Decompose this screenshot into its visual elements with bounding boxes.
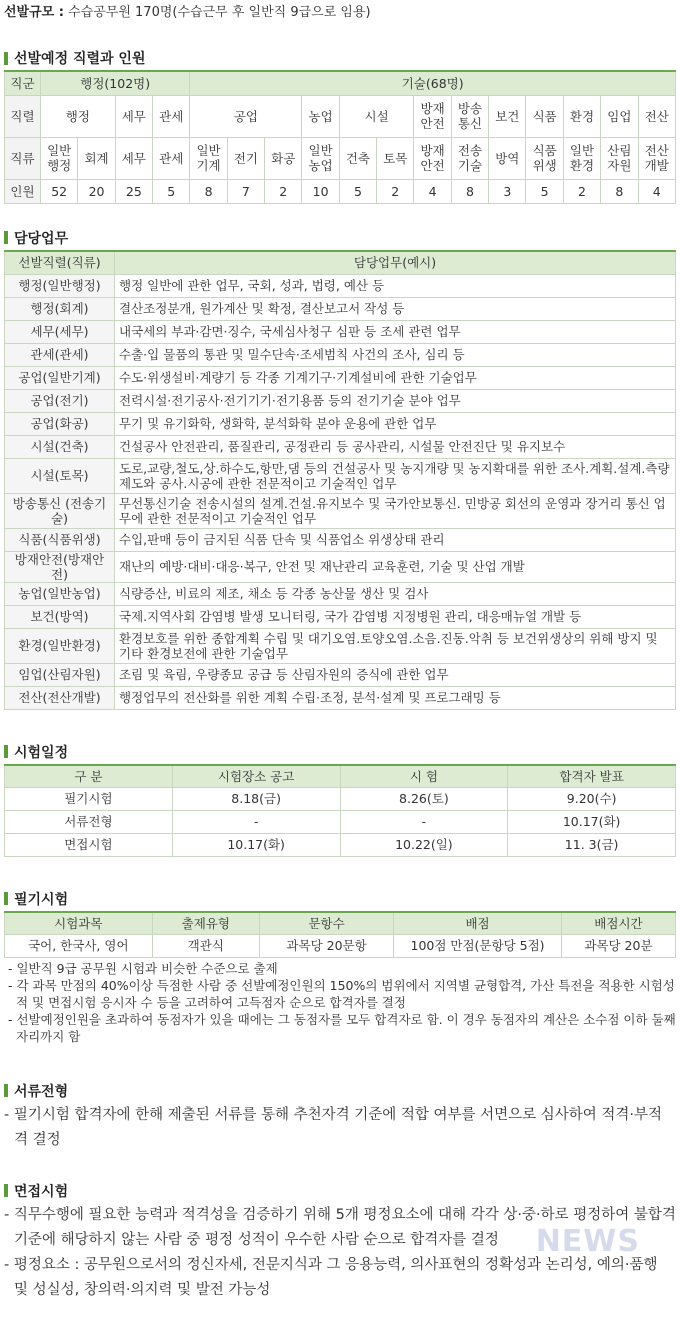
duty-desc: 조림 및 육림, 우량종묘 공급 등 산림자원의 증식에 관한 업무 [115,663,676,686]
section-marker-icon [4,1184,8,1197]
duties-row [5,274,676,297]
duties-row [5,605,676,628]
duty-desc: 전력시설·전기공사·전기기기·전기용품 등의 전기기술 분야 업무 [115,389,676,412]
duties-row [5,297,676,320]
written-table [4,911,676,958]
duty-job: 시설(토목) [5,458,115,493]
duties-row [5,366,676,389]
class-cell: 산림 자원 [601,137,638,179]
duty-desc: 수도·위생설비·계량기 등 각종 기계기구·기계설비에 관한 기술업무 [115,366,676,389]
section-interview-title [4,1179,676,1203]
duty-desc: 행정업무의 전산화를 위한 계획 수립·조정, 분석·설계 및 프로그래밍 등 [115,686,676,709]
duties-row [5,389,676,412]
row-label: 인원 [5,179,41,203]
count-cell: 8 [190,179,227,203]
section-document-label: 서류전형 [14,1083,69,1100]
count-cell: 7 [227,179,264,203]
class-cell: 관세 [153,137,190,179]
selection-scale-text: 수습공무원 170명(수습근무 후 일반직 9급으로 임용) [68,5,371,20]
duties-row [5,320,676,343]
class-cell: 식품 위생 [526,137,563,179]
class-cell: 세무 [115,137,152,179]
duty-job: 관세(관세) [5,343,115,366]
duty-desc: 건설공사 안전관리, 품질관리, 공정관리 등 공사관리, 시설물 안전진단 및 유지보수 [115,435,676,458]
section-written-title [4,887,676,911]
class-cell: 일반 농업 [302,137,339,179]
duty-desc: 내국세의 부과·감면·징수, 국세심사청구 심판 등 조세 관련 업무 [115,320,676,343]
schedule-row [5,787,676,810]
count-cell: 3 [489,179,526,203]
duty-job: 농업(일반농업) [5,582,115,605]
duty-job: 행정(회계) [5,297,115,320]
schedule-row [5,810,676,833]
duties-header-desc: 담당업무(예시) [115,251,676,275]
duty-job: 공업(전기) [5,389,115,412]
written-header: 시험과목 [5,912,153,935]
schedule-cell: 서류전형 [5,810,173,833]
schedule-cell: 10.17(화) [172,833,340,856]
written-cell: 과목당 20문항 [259,934,393,957]
duties-row [5,628,676,663]
written-notes [4,960,676,1045]
duties-row [5,412,676,435]
section-written-label: 필기시험 [14,891,69,908]
duty-job: 공업(화공) [5,412,115,435]
section-marker-icon [4,52,8,65]
series-cell: 세무 [115,95,152,137]
section-schedule-title [4,740,676,764]
duty-desc: 결산조정분개, 원가계산 및 확정, 결산보고서 작성 등 [115,297,676,320]
written-header: 배점시간 [561,912,675,935]
duty-desc: 수입,판매 등이 금지된 식품 단속 및 식품업소 위생상태 관리 [115,528,676,551]
document-notes [4,1103,676,1153]
duties-header-row [5,251,676,275]
schedule-cell: - [340,810,508,833]
count-cell: 4 [414,179,451,203]
series-cell: 식품 [526,95,563,137]
series-cell: 시설 [339,95,414,137]
schedule-header-row [5,765,676,788]
schedule-cell: 필기시험 [5,787,173,810]
section-interview-label: 면접시험 [14,1183,69,1200]
group-cell: 행정(102명) [41,71,190,95]
duty-job: 세무(세무) [5,320,115,343]
schedule-header: 합격자 발표 [508,765,676,788]
duties-row [5,435,676,458]
section-positions-label: 선발예정 직렬과 인원 [14,51,146,67]
series-cell: 공업 [190,95,302,137]
series-cell: 방재 안전 [414,95,451,137]
duties-row [5,493,676,528]
schedule-cell: 9.20(수) [508,787,676,810]
written-cell: 100점 만점(문항당 5점) [394,934,562,957]
count-cell: 4 [638,179,676,203]
schedule-cell: - [172,810,340,833]
duty-job: 식품(식품위생) [5,528,115,551]
series-cell: 임업 [601,95,638,137]
count-cell: 20 [78,179,115,203]
duties-row [5,458,676,493]
schedule-cell: 10.17(화) [508,810,676,833]
section-marker-icon [4,231,8,244]
class-cell: 일반 환경 [563,137,600,179]
duty-desc: 행정 일반에 관한 업무, 국회, 성과, 법령, 예산 등 [115,274,676,297]
note-item: - 선발예정인원을 초과하여 동점자가 있을 때에는 그 동점자를 모두 합격자로 함. 이 경우 동점자의 계산은 소수점 이하 둘째자리까지 함 [8,1011,676,1044]
schedule-cell: 8.26(토) [340,787,508,810]
positions-series-row [5,95,676,137]
note-item: - 평정요소 : 공무원으로서의 정신자세, 전문지식과 그 응용능력, 의사표현의 정확성과 논리성, 예의·품행 및 성실성, 창의력·의지력 및 발전 가능성 [4,1256,658,1298]
series-cell: 관세 [153,95,190,137]
duty-desc: 무선통신기술 전송시설의 설계.건설.유지보수 및 국가안보통신. 민방공 회선의 운영과 장거리 통신 업무에 관한 전문적이고 기술적인 업무 [115,493,676,528]
schedule-cell: 8.18(금) [172,787,340,810]
duties-row [5,686,676,709]
class-cell: 일반 행정 [41,137,78,179]
duty-desc: 수출·입 물품의 통관 및 밀수단속·조세범칙 사건의 조사, 심리 등 [115,343,676,366]
duty-job: 임업(산림자원) [5,663,115,686]
series-cell: 환경 [563,95,600,137]
written-cell: 객관식 [152,934,259,957]
schedule-table [4,764,676,857]
count-cell: 2 [563,179,600,203]
schedule-cell: 면접시험 [5,833,173,856]
section-marker-icon [4,892,8,905]
schedule-cell: 11. 3(금) [508,833,676,856]
duty-desc: 무기 및 유기화학, 생화학, 분석화학 분야 운용에 관한 업무 [115,412,676,435]
positions-class-row [5,137,676,179]
duty-desc: 식량증산, 비료의 제조, 채소 등 각종 농산물 생산 및 검사 [115,582,676,605]
schedule-row [5,833,676,856]
section-positions-title [4,46,676,70]
duties-row [5,663,676,686]
duty-desc: 재난의 예방·대비·대응·복구, 안전 및 재난관리 교육훈련, 기술 및 산업 개발 [115,551,676,582]
duty-desc: 도로,교량,철도,상.하수도,항만,댐 등의 건설공사 및 농지개량 및 농지확대를 위한 조사.계획.설계.측량 제도와 공사.시공에 관한 전문적이고 기술적인 업무 [115,458,676,493]
written-header-row [5,912,676,935]
row-label: 직군 [5,71,41,95]
written-header: 문항수 [259,912,393,935]
count-cell: 5 [526,179,563,203]
positions-table [4,70,676,204]
count-cell: 2 [377,179,414,203]
schedule-cell: 10.22(일) [340,833,508,856]
duty-job: 방재안전(방재안전) [5,551,115,582]
duties-table [4,250,676,710]
section-marker-icon [4,745,8,758]
class-cell: 건축 [339,137,376,179]
written-cell: 국어, 한국사, 영어 [5,934,153,957]
count-cell: 8 [451,179,488,203]
positions-group-row [5,71,676,95]
class-cell: 토목 [377,137,414,179]
duties-row [5,528,676,551]
class-cell: 전기 [227,137,264,179]
count-cell: 25 [115,179,152,203]
duties-row [5,343,676,366]
count-cell: 10 [302,179,339,203]
duty-job: 보건(방역) [5,605,115,628]
class-cell: 전산 개발 [638,137,676,179]
note-item: - 일반직 9급 공무원 시험과 비슷한 수준으로 출제 [8,960,278,976]
series-cell: 농업 [302,95,339,137]
note-item: - 직무수행에 필요한 능력과 적격성을 검증하기 위해 5개 평정요소에 대해 각각 상·중·하로 평정하여 불합격 기준에 해당하지 않는 사람 중 평정 성적이 우수한 사람 순으로 합격자를 결정 [4,1206,676,1248]
duty-desc: 국제.지역사회 감염병 발생 모니터링, 국가 감염병 지정병원 관리, 대응매뉴얼 개발 등 [115,605,676,628]
group-cell: 기술(68명) [190,71,676,95]
news-watermark: NEWS [535,1224,640,1259]
duty-desc: 환경보호를 위한 종합계획 수립 및 대기오염.토양오염.소음.진동.악취 등 보건위생상의 위해 방지 및 기타 환경보전에 관한 기술업무 [115,628,676,663]
duty-job: 전산(전산개발) [5,686,115,709]
series-cell: 방송 통신 [451,95,488,137]
count-cell: 5 [339,179,376,203]
class-cell: 화공 [265,137,302,179]
duties-header-job: 선발직렬(직류) [5,251,115,275]
note-item: - 각 과목 만점의 40%이상 득점한 사람 중 선발예정인원의 150%의 범위에서 지역별 균형합격, 가산 특전을 적용한 시험성적 및 면접시험 응시자 수 등을 고려하여 고득점자 순으로 합격자를 결정 [8,977,675,1010]
section-duties-label: 담당업무 [14,230,69,247]
count-cell: 52 [41,179,78,203]
count-cell: 8 [601,179,638,203]
schedule-header: 구 분 [5,765,173,788]
series-cell: 행정 [41,95,116,137]
duties-row [5,582,676,605]
written-row [5,934,676,957]
duty-job: 환경(일반환경) [5,628,115,663]
schedule-header: 시험장소 공고 [172,765,340,788]
series-cell: 전산 [638,95,676,137]
duty-job: 행정(일반행정) [5,274,115,297]
duty-job: 방송통신 (전송기술) [5,493,115,528]
class-cell: 일반 기계 [190,137,227,179]
schedule-header: 시 험 [340,765,508,788]
class-cell: 회계 [78,137,115,179]
count-cell: 5 [153,179,190,203]
duties-row [5,551,676,582]
series-cell: 보건 [489,95,526,137]
class-cell: 방역 [489,137,526,179]
note-item: - 필기시험 합격자에 한해 제출된 서류를 통해 추천자격 기준에 적합 여부를 서면으로 심사하여 적격·부적격 결정 [4,1106,663,1148]
class-cell: 전송 기술 [451,137,488,179]
class-cell: 방재 안전 [414,137,451,179]
section-marker-icon [4,1084,8,1097]
row-label: 직류 [5,137,41,179]
duty-job: 시설(건축) [5,435,115,458]
selection-scale [4,0,676,28]
positions-count-row [5,179,676,203]
section-duties-title [4,226,676,250]
written-cell: 과목당 20분 [561,934,675,957]
row-label: 직렬 [5,95,41,137]
selection-scale-label: 선발규모 : [4,5,64,20]
duty-job: 공업(일반기계) [5,366,115,389]
written-header: 배점 [394,912,562,935]
section-schedule-label: 시험일정 [14,744,69,761]
count-cell: 2 [265,179,302,203]
section-document-title [4,1079,676,1103]
written-header: 출제유형 [152,912,259,935]
